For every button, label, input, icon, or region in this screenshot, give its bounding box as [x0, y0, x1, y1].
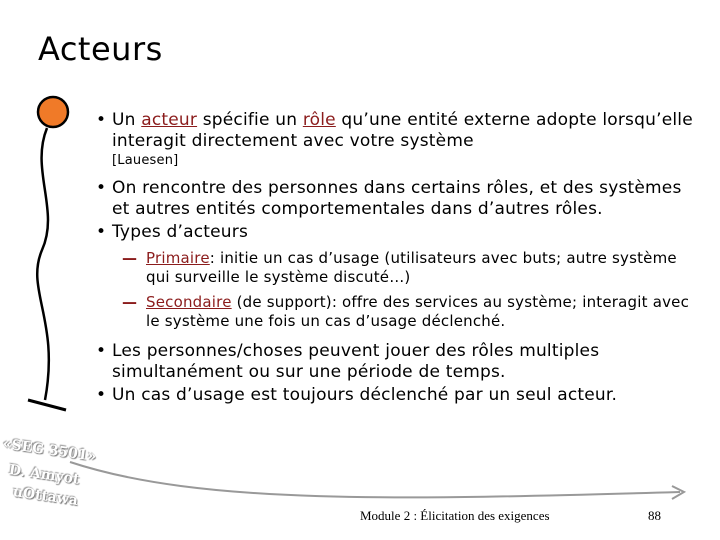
- bullet-text: Un cas d’usage est toujours déclenché par un seul acteur.: [112, 385, 618, 405]
- sub-bullet-primary: [96, 249, 696, 287]
- course-stamp-line2: D. Amyot: [7, 462, 81, 488]
- stick-base-icon: [28, 400, 66, 410]
- bullet-actor-definition: [96, 110, 696, 170]
- term-role: rôle: [302, 110, 336, 130]
- term-acteur: acteur: [141, 110, 198, 130]
- course-stamp-line1: «SEG 3501»: [1, 436, 98, 465]
- sub-bullet-text: (de support): offre des services au système; interagit avec le système une fois un cas d’usage déclenché.: [146, 293, 690, 330]
- slide-title: Acteurs: [38, 30, 163, 68]
- dash-icon: —: [122, 293, 138, 311]
- bullet-text: spécifie un: [197, 110, 303, 130]
- term-primaire: Primaire: [146, 249, 210, 267]
- bullet-text: On rencontre des personnes dans certains rôles, et des systèmes et autres entités comportementales dans d’autres rôles.: [112, 178, 682, 219]
- bullet-single-actor: [96, 385, 696, 406]
- slide-content: [96, 110, 696, 406]
- bullet-roles: [96, 178, 696, 220]
- bullet-text: Un: [112, 110, 142, 130]
- bullet-text: Les personnes/choses peuvent jouer des rôles multiples simultanément ou sur une période de temps.: [112, 341, 600, 382]
- swoosh-arrow-icon: [70, 462, 680, 497]
- bullet-multiple-roles: [96, 341, 696, 383]
- stick-line-icon: [37, 128, 49, 400]
- bullet-text: qu’une entité externe adopte lorsqu’elle interagit directement avec votre système: [112, 110, 693, 151]
- dash-icon: —: [122, 249, 138, 267]
- course-stamp-line3: uOttawa: [11, 484, 79, 509]
- footer-module: Module 2 : Élicitation des exigences: [360, 508, 550, 523]
- sub-bullet-text: : initie un cas d’usage (utilisateurs avec buts; autre système qui surveille le système discuté…): [146, 249, 677, 286]
- bullet-actor-types: [96, 222, 696, 243]
- reference-lauesen: [Lauesen]: [112, 153, 179, 168]
- bullet-text: Types d’acteurs: [112, 222, 249, 242]
- orange-ball-icon: [38, 97, 68, 127]
- page-number: 88: [648, 508, 661, 523]
- term-secondaire: Secondaire: [146, 293, 232, 311]
- sub-bullet-secondary: [96, 293, 696, 331]
